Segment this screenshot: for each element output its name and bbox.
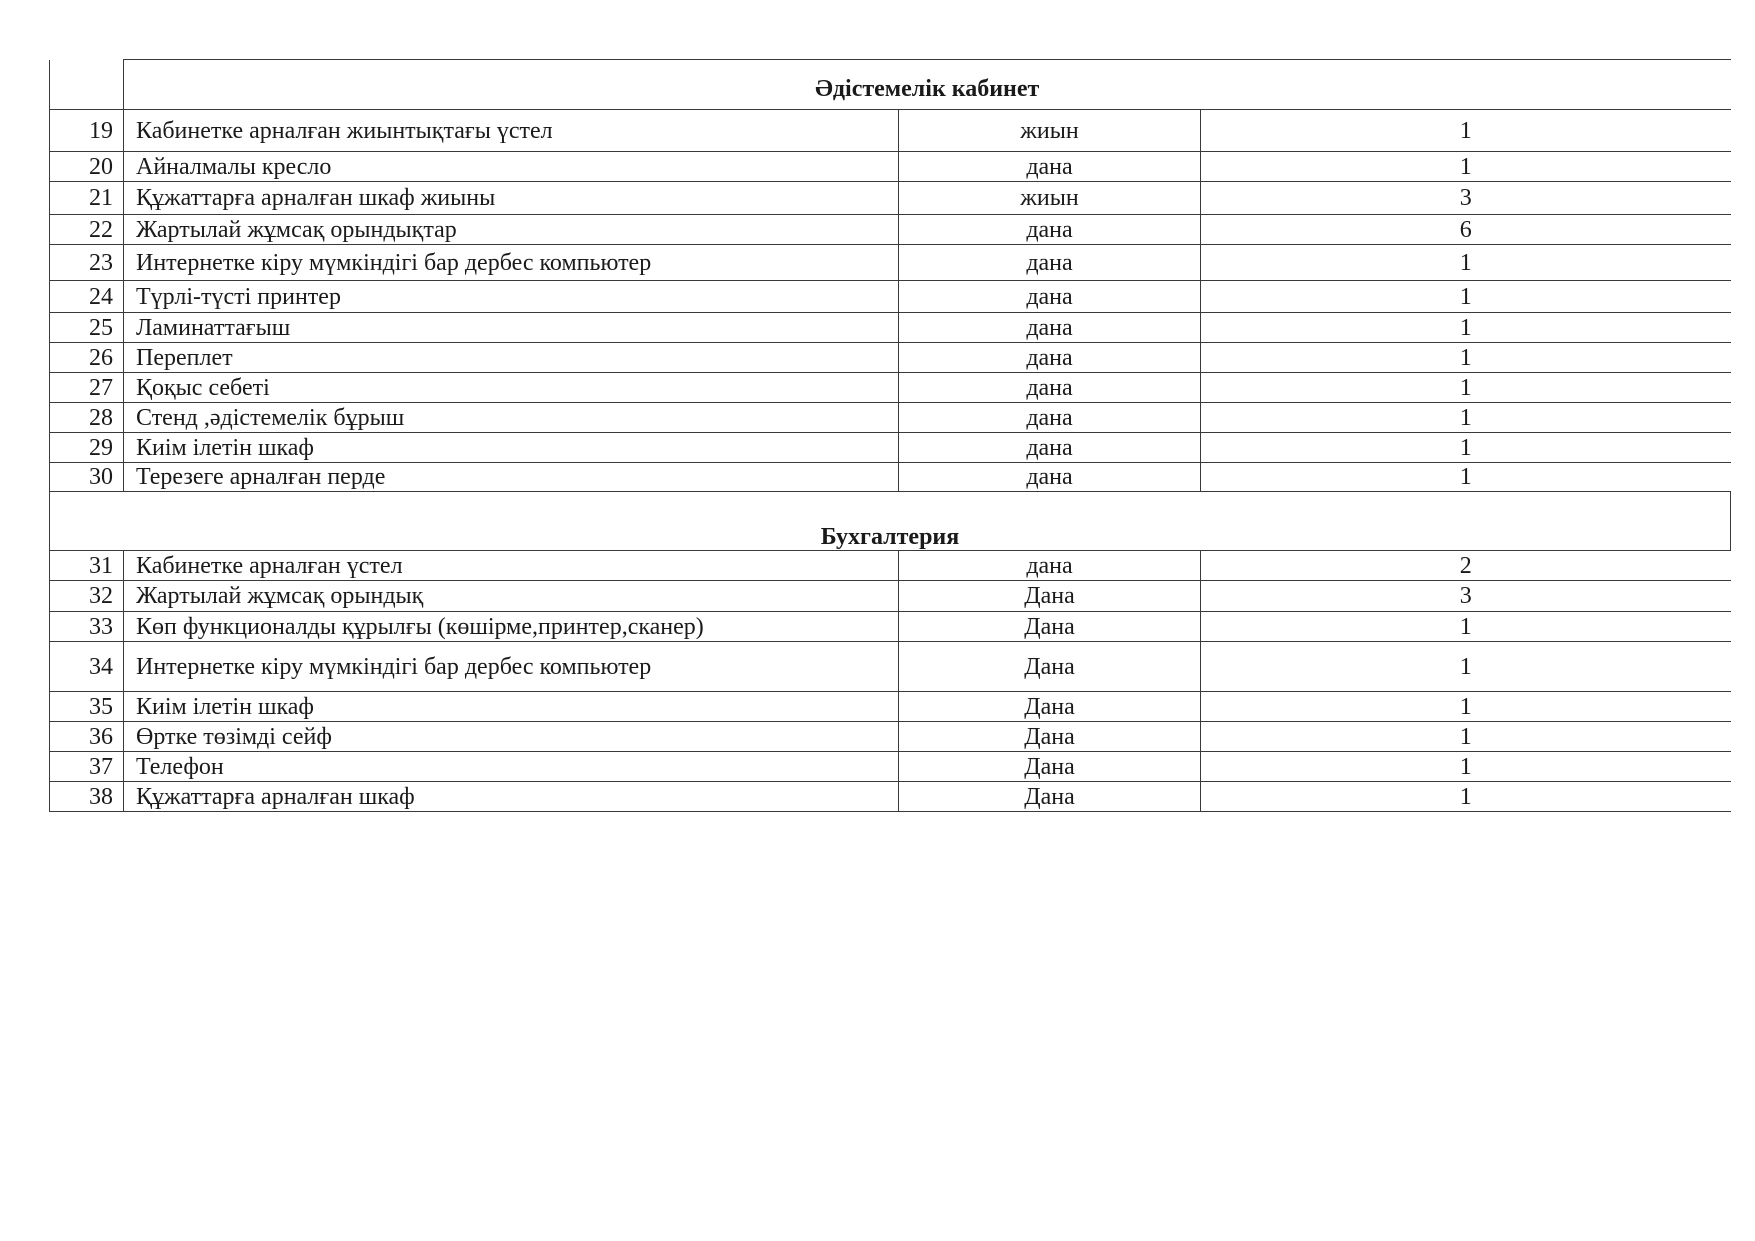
item-quantity: 2 xyxy=(1201,551,1731,581)
row-number: 38 xyxy=(50,782,124,812)
item-unit: дана xyxy=(899,152,1201,182)
table-row xyxy=(50,313,1731,343)
item-unit: дана xyxy=(899,245,1201,281)
table-row xyxy=(50,152,1731,182)
item-name: Түрлі-түсті принтер xyxy=(124,281,899,313)
item-name: Телефон xyxy=(124,752,899,782)
row-number: 33 xyxy=(50,612,124,642)
table-row xyxy=(50,281,1731,313)
item-unit: Дана xyxy=(899,612,1201,642)
section-title: Бухгалтерия xyxy=(50,492,1731,551)
item-name: Кабинетке арналған үстел xyxy=(124,551,899,581)
table-row xyxy=(50,343,1731,373)
row-number: 27 xyxy=(50,373,124,403)
item-name: Құжаттарға арналған шкаф жиыны xyxy=(124,182,899,215)
item-name: Интернетке кіру мүмкіндігі бар дербес компьютер xyxy=(124,642,899,692)
table-row xyxy=(50,182,1731,215)
item-unit: Дана xyxy=(899,642,1201,692)
item-quantity: 1 xyxy=(1201,642,1731,692)
row-number: 31 xyxy=(50,551,124,581)
item-unit: жиын xyxy=(899,182,1201,215)
table-row xyxy=(50,551,1731,581)
item-unit: дана xyxy=(899,551,1201,581)
item-quantity: 1 xyxy=(1201,343,1731,373)
item-unit: дана xyxy=(899,403,1201,433)
item-name: Көп функционалды құрылғы (көшірме,принтер,сканер) xyxy=(124,612,899,642)
item-unit: дана xyxy=(899,433,1201,463)
table-row xyxy=(50,581,1731,612)
item-quantity: 1 xyxy=(1201,692,1731,722)
item-unit: дана xyxy=(899,313,1201,343)
item-quantity: 1 xyxy=(1201,373,1731,403)
section-title: Әдістемелік кабинет xyxy=(124,60,1731,110)
item-name: Стенд ,әдістемелік бұрыш xyxy=(124,403,899,433)
table-row xyxy=(50,110,1731,152)
row-number: 36 xyxy=(50,722,124,752)
item-quantity: 1 xyxy=(1201,722,1731,752)
item-name: Қоқыс себеті xyxy=(124,373,899,403)
table-row xyxy=(50,463,1731,492)
row-number: 20 xyxy=(50,152,124,182)
section-number-cell xyxy=(50,60,124,110)
row-number: 23 xyxy=(50,245,124,281)
item-name: Жартылай жұмсақ орындық xyxy=(124,581,899,612)
item-quantity: 3 xyxy=(1201,182,1731,215)
item-unit: Дана xyxy=(899,782,1201,812)
section-header-row xyxy=(50,492,1731,551)
item-quantity: 1 xyxy=(1201,612,1731,642)
row-number: 28 xyxy=(50,403,124,433)
item-name: Ламинаттағыш xyxy=(124,313,899,343)
row-number: 26 xyxy=(50,343,124,373)
table-row xyxy=(50,642,1731,692)
item-quantity: 3 xyxy=(1201,581,1731,612)
section-header-row xyxy=(50,60,1731,110)
item-unit: дана xyxy=(899,281,1201,313)
item-name: Терезеге арналған перде xyxy=(124,463,899,492)
row-number: 22 xyxy=(50,215,124,245)
inventory-table xyxy=(49,59,1731,812)
item-unit: жиын xyxy=(899,110,1201,152)
item-name: Переплет xyxy=(124,343,899,373)
table-row xyxy=(50,612,1731,642)
table-row xyxy=(50,692,1731,722)
item-unit: дана xyxy=(899,215,1201,245)
row-number: 37 xyxy=(50,752,124,782)
item-quantity: 1 xyxy=(1201,433,1731,463)
table-row xyxy=(50,245,1731,281)
item-quantity: 1 xyxy=(1201,463,1731,492)
table-row xyxy=(50,782,1731,812)
item-quantity: 1 xyxy=(1201,245,1731,281)
row-number: 25 xyxy=(50,313,124,343)
item-name: Құжаттарға арналған шкаф xyxy=(124,782,899,812)
item-unit: Дана xyxy=(899,722,1201,752)
item-unit: Дана xyxy=(899,581,1201,612)
item-quantity: 1 xyxy=(1201,110,1731,152)
table-row xyxy=(50,433,1731,463)
item-name: Өртке төзімді сейф xyxy=(124,722,899,752)
item-unit: Дана xyxy=(899,692,1201,722)
item-unit: дана xyxy=(899,463,1201,492)
row-number: 19 xyxy=(50,110,124,152)
table-row xyxy=(50,752,1731,782)
table-row xyxy=(50,722,1731,752)
table-row xyxy=(50,373,1731,403)
table-row xyxy=(50,403,1731,433)
item-quantity: 1 xyxy=(1201,752,1731,782)
item-name: Интернетке кіру мүмкіндігі бар дербес компьютер xyxy=(124,245,899,281)
item-quantity: 1 xyxy=(1201,152,1731,182)
item-quantity: 1 xyxy=(1201,281,1731,313)
item-name: Айналмалы кресло xyxy=(124,152,899,182)
item-unit: дана xyxy=(899,373,1201,403)
item-quantity: 1 xyxy=(1201,403,1731,433)
row-number: 29 xyxy=(50,433,124,463)
row-number: 24 xyxy=(50,281,124,313)
item-unit: Дана xyxy=(899,752,1201,782)
item-name: Жартылай жұмсақ орындықтар xyxy=(124,215,899,245)
item-quantity: 1 xyxy=(1201,313,1731,343)
item-name: Киім ілетін шкаф xyxy=(124,692,899,722)
item-name: Киім ілетін шкаф xyxy=(124,433,899,463)
row-number: 34 xyxy=(50,642,124,692)
row-number: 32 xyxy=(50,581,124,612)
item-quantity: 6 xyxy=(1201,215,1731,245)
row-number: 21 xyxy=(50,182,124,215)
item-unit: дана xyxy=(899,343,1201,373)
item-name: Кабинетке арналған жиынтықтағы үстел xyxy=(124,110,899,152)
table-row xyxy=(50,215,1731,245)
row-number: 35 xyxy=(50,692,124,722)
row-number: 30 xyxy=(50,463,124,492)
item-quantity: 1 xyxy=(1201,782,1731,812)
